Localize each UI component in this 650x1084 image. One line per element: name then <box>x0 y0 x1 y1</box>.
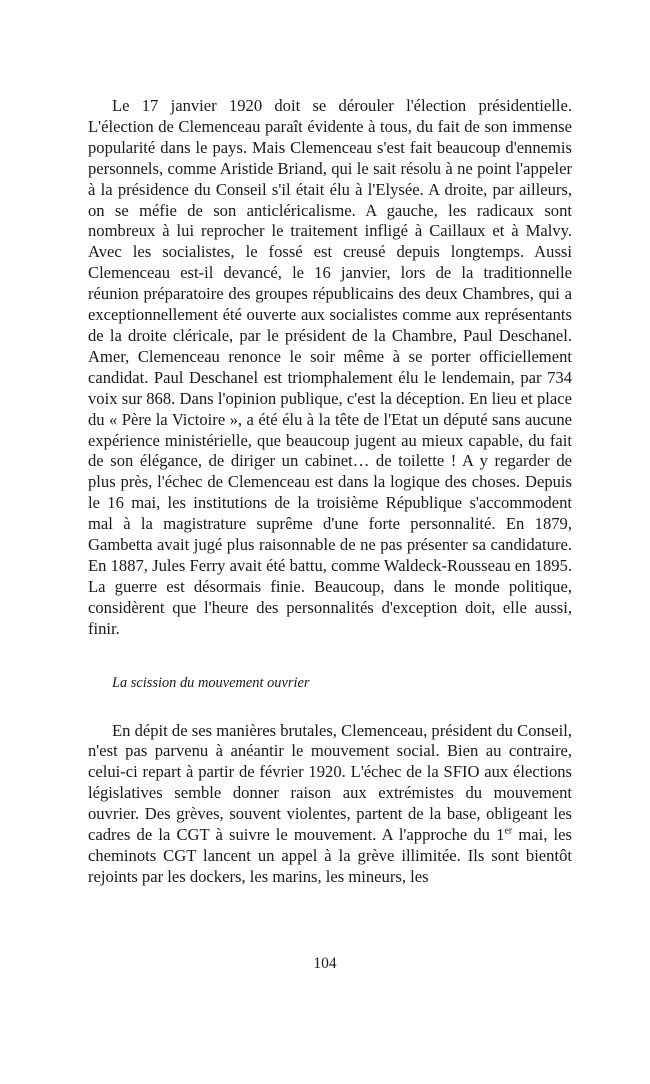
paragraph-text-start: En dépit de ses manières brutales, Clemenceau, président du Conseil, n'est pas parvenu à anéantir le mouvement social. Bien au contraire, celui-ci repart à partir de février 1920. L'échec de la SFIO aux élections législatives semble donner raison aux extrémistes du mouvement ouvrier. Des grèves, souvent violentes, partent de la base, obligeant les cadres de la CGT à suivre le mouvement. A l'approche du 1 <box>88 720 572 845</box>
ordinal-superscript: er <box>504 825 513 837</box>
section-spacer <box>88 693 572 721</box>
paragraph-presidential-election: Le 17 janvier 1920 doit se dérouler l'élection présidentielle. L'élection de Clemenceau paraît évidente à tous, du fait de son immense popularité dans le pays. Mais Clemenceau s'est fait beaucoup d'ennemis personnels, comme Aristide Briand, qui le sait résolu à ne point l'appeler à la présidence du Conseil s'il était élu à l'Elysée. A droite, par ailleurs, on se méfie de son anticléricalisme. A gauche, les radicaux sont nombreux à lui reprocher le traitement infligé à Caillaux et à Malvy. Avec les socialistes, le fossé est creusé depuis longtemps. Aussi Clemenceau est-il devancé, le 16 janvier, lors de la traditionnelle réunion préparatoire des groupes républicains des deux Chambres, qui a exceptionnellement été ouverte aux socialistes comme aux représentants de la droite cléricale, par le président de la Chambre, Paul Deschanel. Amer, Clemenceau renonce le soir même à se porter officiellement candidat. Paul Deschanel est triomphalement élu le lendemain, par 734 voix sur 868. Dans l'opinion publique, c'est la déception. En lieu et place du « Père la Victoire », a été élu à la tête de l'Etat un député sans aucune expérience ministérielle, que beaucoup jugent au mieux capable, du fait de son élégance, de diriger un cabinet… de toilette ! A y regarder de plus près, l'échec de Clemenceau est dans la logique des choses. Depuis le 16 mai, les institutions de la troisième République s'accommodent mal à la magistrature suprême d'une forte personnalité. En 1879, Gambetta avait jugé plus raisonnable de ne pas présenter sa candidature. En 1887, Jules Ferry avait été battu, comme Waldeck-Rousseau en 1895. La guerre est désormais finie. Beaucoup, dans le monde politique, considèrent que l'heure des personnalités d'exception doit, elle aussi, finir. <box>88 96 572 638</box>
paragraph-text-end: mai, les cheminots CGT lancent un appel à la grève illimitée. Ils sont bientôt rejoints par les dockers, les marins, les mineurs, les <box>88 825 572 886</box>
section-title: La scission du mouvement ouvrier <box>112 674 310 691</box>
paragraph-labor-movement <box>88 721 572 888</box>
page-number: 104 <box>313 955 337 972</box>
page-body <box>88 96 572 888</box>
